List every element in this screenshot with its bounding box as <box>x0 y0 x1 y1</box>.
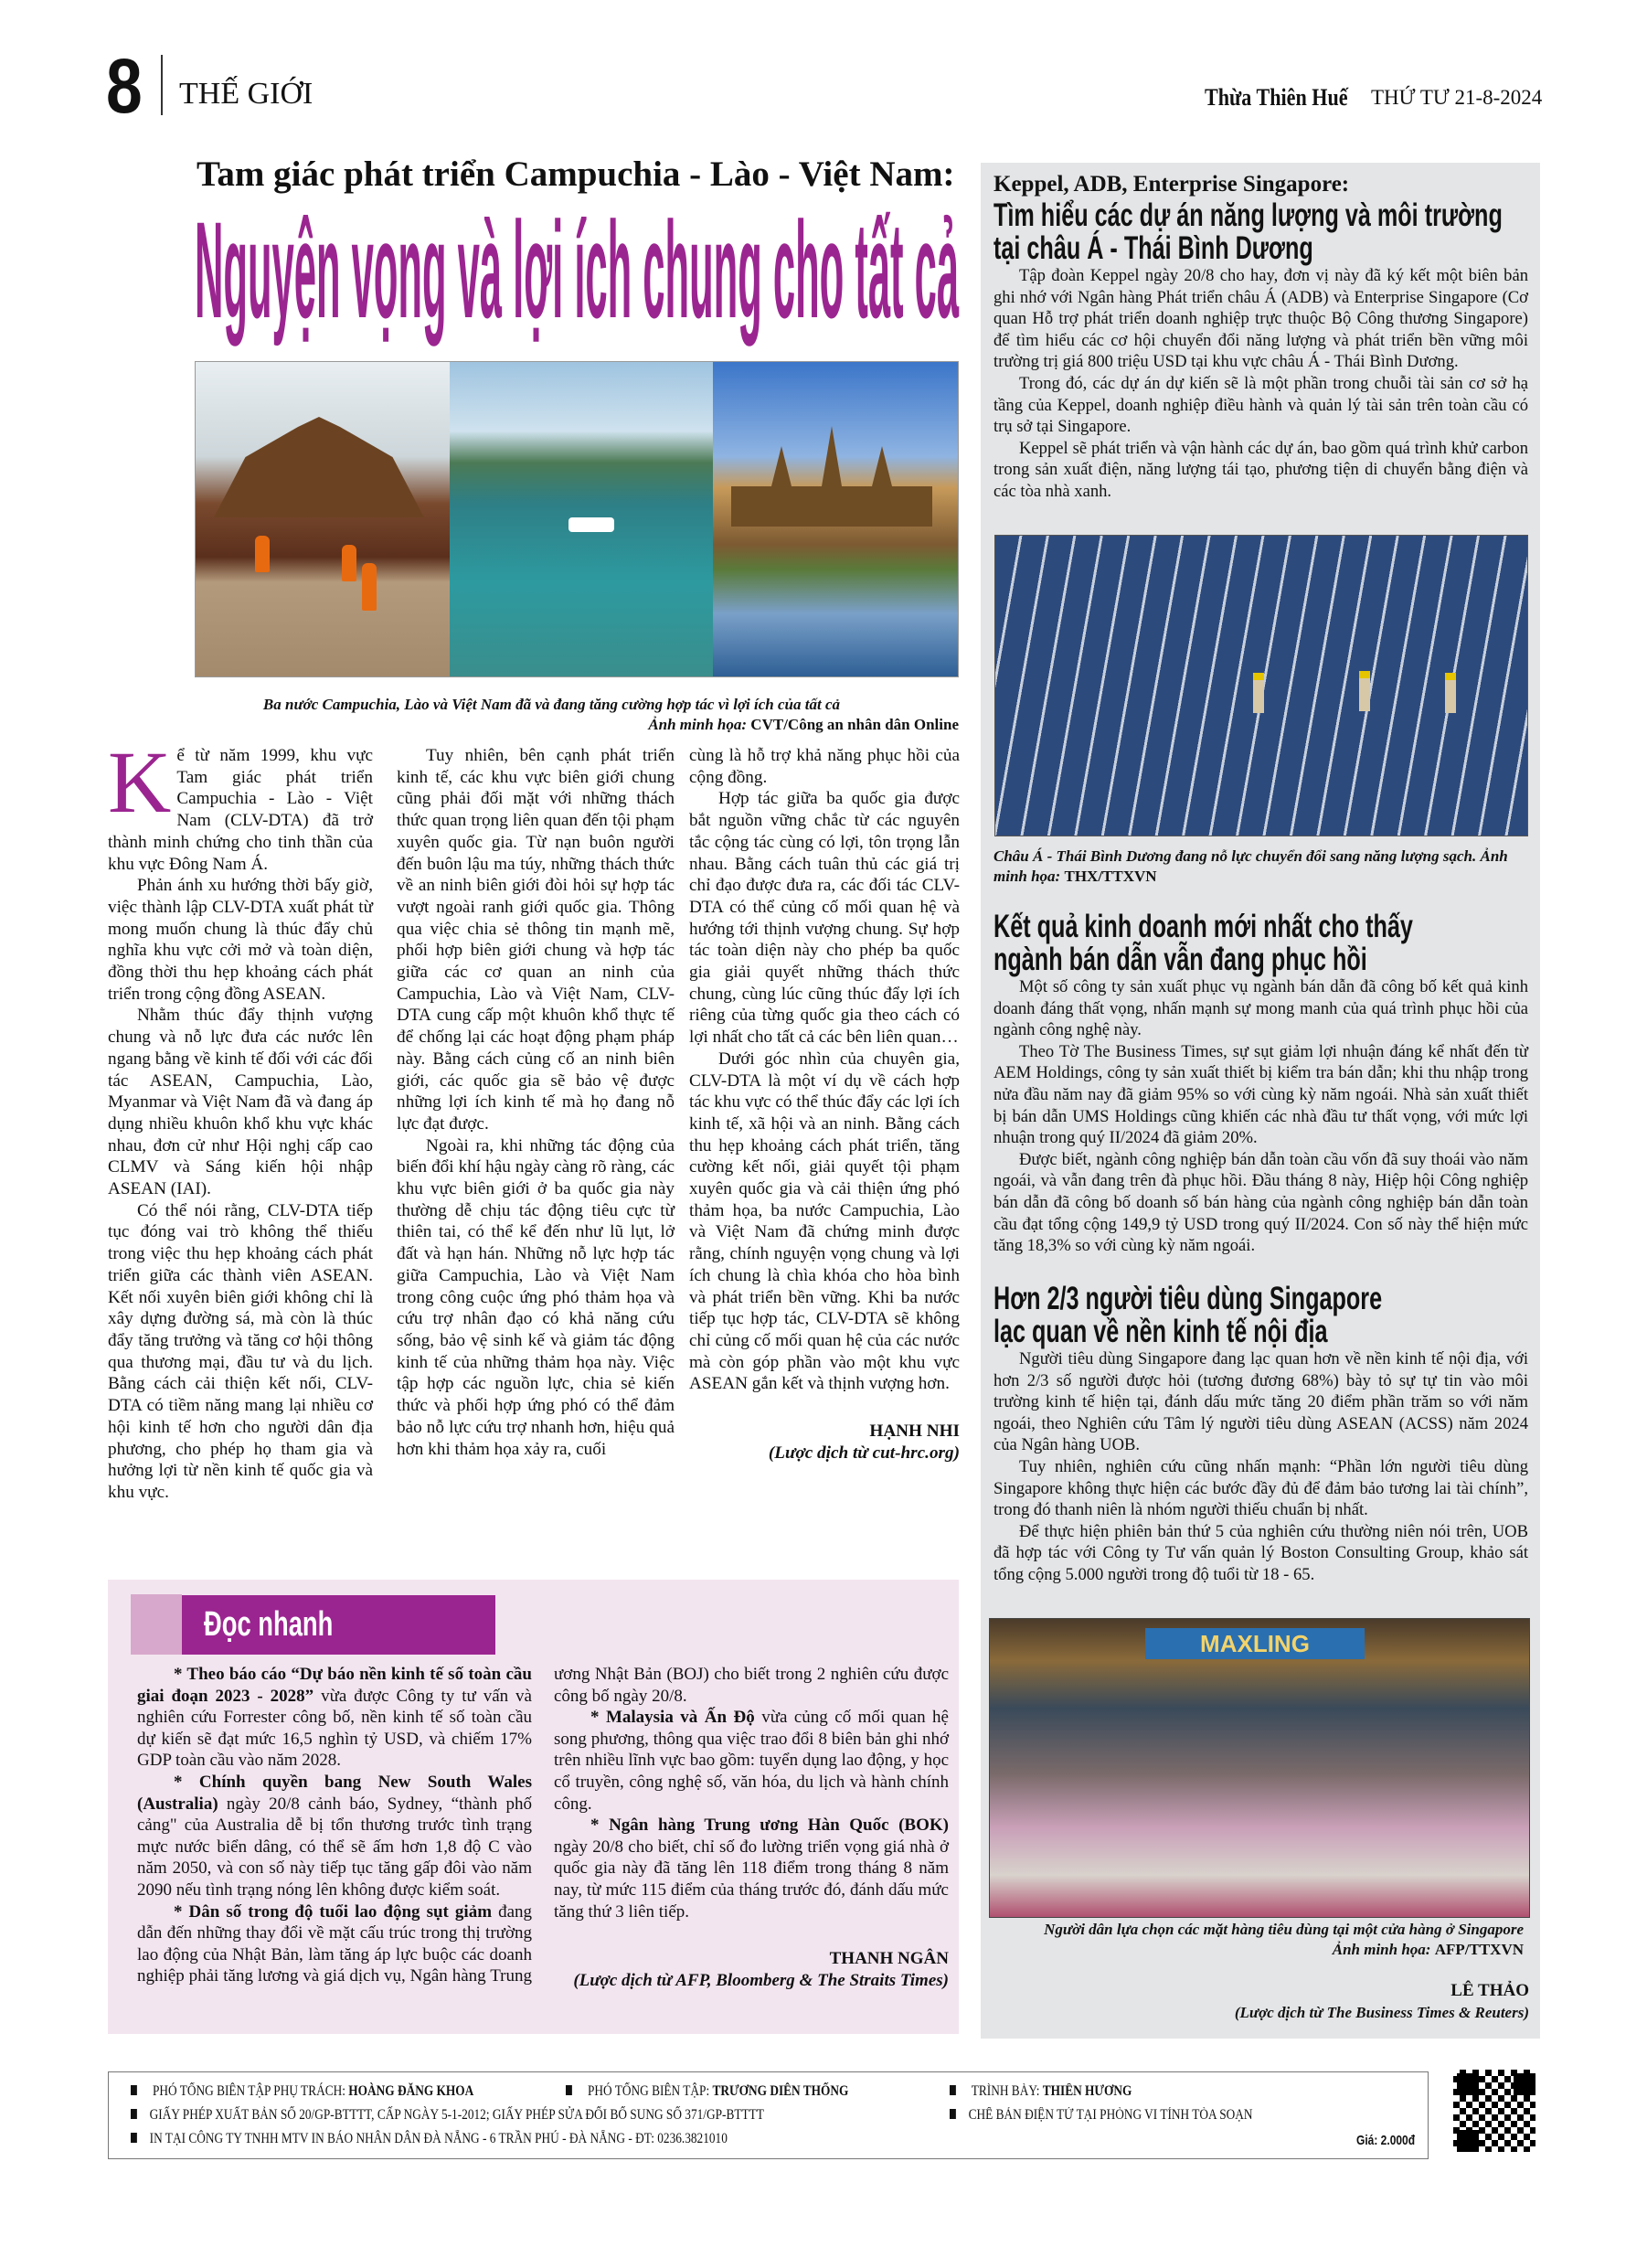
halong-bay-photo <box>450 362 713 676</box>
paragraph: Để thực hiện phiên bản thứ 5 của nghiên cứu thường niên nói trên, UOB đã hợp tác với Công ty Tư vấn quản lý Boston Consulting Group, khảo sát tổng cộng 5.000 người trong độ tuổi từ 18 - 65. <box>994 1521 1528 1584</box>
story3-byline <box>1235 1980 1529 2024</box>
caption-credit-label: Ảnh minh họa: <box>648 716 748 733</box>
paragraph: Ngoài ra, khi những tác động của biến đổi khí hậu ngày càng rõ ràng, các khu vực biên giới ở ba quốc gia này thường dễ chịu tác động tiêu cực từ thiên tai, có thể kể đến như lũ lụt, lở đất và hạn hán. Những nỗ lực hợp tác giữa Campuchia, Lào và Việt Nam trong công cuộc ứng phó thảm họa và cứu trợ nhân đạo có khả năng cứu sống, bảo vệ sinh kế và giảm tác động kinh tế của những thảm họa này. Việc tập hợp các nguồn lực, chia sẻ kiến thức và phối hợp ứng phó có thể đảm bảo nỗ lực cứu trợ nhanh hơn, hiệu quả hơn khi thảm họa xảy ra, cuối <box>397 1135 675 1459</box>
header-divider <box>161 55 163 115</box>
issue-date: THỨ TƯ 21-8-2024 <box>1371 86 1543 109</box>
quick-read-title <box>182 1595 495 1655</box>
right-panel <box>981 163 1540 2039</box>
price: Giá: 2.000đ <box>1355 2133 1415 2148</box>
footer-line-deputy: PHÓ TỔNG BIÊN TẬP: TRƯƠNG DIÊN THỐNG <box>566 2083 848 2100</box>
solar-panels-photo <box>994 535 1528 836</box>
paragraph: Tuy nhiên, bên cạnh phát triển kinh tế, các khu vực biên giới chung cũng phải đối mặt với những thách thức quan trọng liên quan đến tội phạm xuyên quốc gia. Từ nạn buôn người đến buôn lậu ma túy, những thách thức về an ninh biên giới đòi hỏi sự hợp tác vượt ngoài ranh giới quốc gia. Thông qua việc chia sẻ thông tin mạnh mẽ, phối hợp biên giới chung và hợp tác giữa các cơ quan an ninh của Campuchia, Lào và Việt Nam, CLV-DTA cung cấp một khuôn khổ thực tế để chống lại các hoạt động phạm pháp này. Bằng cách củng cố an ninh biên giới, các quốc gia sẽ bảo vệ được những lợi ích kinh tế mà họ đang nỗ lực đạt được. <box>397 746 675 1134</box>
main-kicker: Tam giác phát triển Campuchia - Lào - Việt Nam: <box>197 154 955 194</box>
headline-line: Tìm hiểu các dự án năng lượng và môi trường <box>994 197 1503 233</box>
story3-body <box>994 1348 1528 1586</box>
page-number: 8 <box>106 43 143 129</box>
main-headline: Nguyện vọng và lợi ích chung cho tất cả <box>195 193 960 346</box>
main-photo <box>195 361 959 677</box>
paragraph: Được biết, ngành công nghiệp bán dẫn toàn cầu vốn đã suy thoái vào năm ngoái, và vẫn đang trên đà phục hồi. Đầu tháng 8 này, Hiệp hội Công nghiệp bán dẫn đã công bố doanh số bán hàng của ngành công nghiệp bán dẫn toàn cầu đạt tổng cộng 149,9 tỷ USD trong quý II/2024. Con số này thể hiện mức tăng 18,3% so với cùng kỳ năm ngoái. <box>994 1149 1528 1256</box>
quick-item-text: vừa được Công ty tư vấn và nghiên cứu Forrester công bố, nền kinh tế số toàn cầu dự kiến sẽ đạt mức 16,5 nghìn tỷ USD, và chiếm 17% GDP toàn cầu vào năm 2028. <box>137 1686 532 1771</box>
footer-line-layout: TRÌNH BÀY: THIÊN HƯƠNG <box>950 2083 1132 2100</box>
headline-line: lạc quan về nền kinh tế nội địa <box>994 1314 1328 1349</box>
caption-text: Ba nước Campuchia, Lào và Việt Nam đã và đang tăng cường hợp tác vì lợi ích của tất cả <box>262 696 840 713</box>
paragraph: Trong đó, các dự án dự kiến sẽ là một phần trong chuỗi tài sản cơ sở hạ tầng của Keppel, doanh nghiệp điều hành và quản lý tài sản trên toàn cầu có trụ sở tại Singapore. <box>994 373 1528 437</box>
story3-headline <box>994 1283 1382 1348</box>
paragraph: Keppel sẽ phát triển và vận hành các dự án, bao gồm quá trình khử carbon trong sản xuất điện, năng lượng tái tạo, phương tiện di chuyển bằng điện và các tòa nhà xanh. <box>994 438 1528 501</box>
quick-item-lead: * Ngân hàng Trung ương Hàn Quốc (BOK) <box>590 1815 949 1836</box>
story1-photo-caption <box>994 847 1528 887</box>
story2-body <box>994 976 1528 1257</box>
footer-line-typesetting: CHẾ BẢN ĐIỆN TỬ TẠI PHÒNG VI TÍNH TÒA SOẠN <box>950 2107 1253 2124</box>
article-column-1 <box>108 733 373 1504</box>
quick-read-author: THANH NGÂN <box>829 1949 949 1969</box>
quick-item-lead: * Malaysia và Ấn Độ <box>590 1708 755 1728</box>
quick-item-text: ngày 20/8 cảnh báo, Sydney, “thành phố cảng" của Australia dễ bị tổn thương trước tình trạng mực nước biển dâng, có thể sẽ ấm hơn 1,8 độ C vào năm 2050, và con số này tiếp tục tăng gấp đôi vào năm 2090 nếu tình trạng nóng lên không được kiểm soát. <box>137 1794 532 1900</box>
quick-item <box>554 1707 949 1815</box>
quick-item <box>137 1664 532 1772</box>
article-author: HẠNH NHI <box>869 1421 960 1442</box>
paragraph: Một số công ty sản xuất phục vụ ngành bán dẫn đã công bố kết quả kinh doanh đáng thất vọng, nhấn mạnh sự mong manh của quá trình phục hồi của ngành công nghệ này. <box>994 977 1528 1040</box>
quick-item-lead: * Chính quyền bang New South Wales (Australia) <box>137 1772 532 1814</box>
headline-line: Hơn 2/3 người tiêu dùng Singapore <box>994 1281 1383 1316</box>
caption-credit: CVT/Công an nhân dân Online <box>750 716 959 733</box>
paragraph: cùng là hỗ trợ khả năng phục hồi của cộng đồng. <box>689 746 960 787</box>
caption-text: Người dân lựa chọn các mặt hàng tiêu dùng tại một cửa hàng ở Singapore <box>1044 1921 1524 1938</box>
paragraph <box>108 733 373 875</box>
paragraph: Người tiêu dùng Singapore đang lạc quan hơn về nền kinh tế nội địa, với hơn 2/3 số người được hỏi (tương đương 68%) bày tỏ sự tự tin vào môi trường kinh tế hiện tại, đánh dấu mức tăng 20 điểm phần trăm so với năm ngoái, theo Nghiên cứu Tâm lý người tiêu dùng ASEAN (ACSS) năm 2024 của Ngân hàng UOB. <box>994 1349 1528 1455</box>
quick-read-source: (Lược dịch từ AFP, Bloomberg & The Straits Times) <box>573 1970 949 1990</box>
footer-line-printing: IN TẠI CÔNG TY TNHH MTV IN BÁO NHÂN DÂN ĐÀ NẴNG - 6 TRẦN PHÚ - ĐÀ NẴNG - ĐT: 0236.3821010 <box>131 2131 728 2147</box>
section-title: THẾ GIỚI <box>179 77 313 111</box>
quick-read-body <box>137 1664 949 2022</box>
main-photo-caption <box>195 695 959 735</box>
paragraph: Theo Tờ The Business Times, sự sụt giảm lợi nhuận đáng kể nhất đến từ AEM Holdings, công ty sản xuất thiết bị kiểm tra bán dẫn; khi thu nhập trong nửa đầu năm nay đã giảm 95% so với cùng kỳ năm ngoái. Nhà sản xuất thiết bị bán dẫn UMS Holdings cũng khiến các nhà đầu tư thất vọng, với mức lợi nhuận trong quý II/2024 đã giảm 20%. <box>994 1041 1528 1148</box>
angkor-wat-photo <box>713 362 958 676</box>
caption-credit: THX/TTXVN <box>1064 868 1157 885</box>
quick-item <box>137 1772 532 1901</box>
footer-line-license: GIẤY PHÉP XUẤT BẢN SỐ 20/GP-BTTTT, CẤP NGÀY 5-1-2012; GIẤY PHÉP SỬA ĐỔI BỔ SUNG SỐ 371/GP-BTTTT <box>131 2107 764 2124</box>
paragraph: Dưới góc nhìn của chuyên gia, CLV-DTA là một ví dụ về cách hợp tác khu vực có thể thúc đẩy các lợi ích kinh tế, xã hội và an ninh. Bằng cách thu hẹp khoảng cách phát triển, tăng cường kết nối, giải quyết tội phạm xuyên quốc gia và cải thiện ứng phó thảm họa, ba nước Campuchia, Lào và Việt Nam đã chứng minh được rằng, chính nguyện vọng chung và lợi ích chung là chìa khóa cho hòa bình và phát triển bền vững. Khi ba nước tiếp tục hợp tác, CLV-DTA sẽ không chỉ củng cố mối quan hệ của các nước mà còn góp phần vào một khu vực ASEAN gắn kết và thịnh vượng hơn. <box>689 1049 960 1394</box>
footer-line-editors: PHÓ TỔNG BIÊN TẬP PHỤ TRÁCH: HOÀNG ĐĂNG KHOA <box>131 2083 473 2100</box>
caption-text: Châu Á - Thái Bình Dương đang nỗ lực chuyển đổi sang năng lượng sạch. Ảnh minh họa: <box>994 847 1508 885</box>
quick-item-text: vừa củng cố mối quan hệ song phương, thông qua việc trao đổi 8 biên bản ghi nhớ trên nhiều lĩnh vực bao gồm: tuyển dụng lao động, y học cổ truyền, công nghệ số, văn hóa, du lịch và hành chính công. <box>554 1708 949 1814</box>
quick-item-text: đang dẫn đến những thay đổi về mặt cấu trúc trong thị trường lao động của Nhật Bản, làm tăng áp lực buộc các doanh nghiệp phải tăng lương và giá dịch vụ, Ngân hàng Trung ương Nhật Bản (BOJ) cho biết trong 2 nghiên cứu được công bố ngày 20/8. <box>137 1665 949 1986</box>
paragraph: Phản ánh xu hướng thời bấy giờ, việc thành lập CLV-DTA xuất phát từ mong muốn chung là thúc đẩy chủ nghĩa khu vực cởi mở và toàn diện, đồng thời thu hẹp khoảng cách phát triển trong cộng đồng ASEAN. <box>108 876 373 1004</box>
caption-credit-label: Ảnh minh họa: <box>1332 1941 1431 1958</box>
headline-line: ngành bán dẫn vẫn đang phục hồi <box>994 942 1367 977</box>
quick-item-lead: * Dân số trong độ tuổi lao động sụt giảm <box>174 1901 493 1922</box>
article-column-2 <box>397 745 675 1460</box>
headline-line: tại châu Á - Thái Bình Dương <box>994 230 1313 266</box>
story3-source: (Lược dịch từ The Business Times & Reuters) <box>1234 2004 1529 2021</box>
paragraph-text: ể từ năm 1999, khu vực Tam giác phát triển Campuchia - Lào - Việt Nam (CLV-DTA) đã trở thành minh chứng cho tinh thần của khu vực Đông Nam Á. <box>108 746 373 874</box>
quick-item <box>554 1815 949 1922</box>
right-kicker: Keppel, ADB, Enterprise Singapore: <box>994 172 1350 197</box>
story1-body <box>994 265 1528 503</box>
quick-item-lead: * Theo báo cáo “Dự báo nền kinh tế số toàn cầu giai đoạn 2023 - 2028” <box>137 1665 532 1706</box>
article-column-3 <box>689 745 960 1464</box>
headline-line: Kết quả kinh doanh mới nhất cho thấy <box>994 909 1413 944</box>
paragraph: Tuy nhiên, nghiên cứu cũng nhấn mạnh: “Phần lớn người tiêu dùng Singapore không thực hiện các bước đầy đủ để đảm bảo tương lai tài chính”, trong đó thanh niên là nhóm người thiếu chuẩn bị nhất. <box>994 1456 1528 1520</box>
quick-read-box <box>108 1580 959 2034</box>
quick-item-text: ngày 20/8 cho biết, chỉ số đo lường triển vọng giá nhà ở quốc gia này đã tăng lên 118 điểm trong tháng 8 năm nay, từ mức 115 điểm của tháng trước đó, đánh dấu mức tăng thứ 3 liên tiếp. <box>554 1837 949 1922</box>
article-source: (Lược dịch từ cut-hrc.org) <box>768 1443 960 1463</box>
qr-code-icon[interactable] <box>1451 2068 1537 2154</box>
paragraph: Hợp tác giữa ba quốc gia được bắt nguồn vững chắc từ các nguyên tắc cộng tác cùng có lợi, tôn trọng lẫn nhau. Bằng cách tuân thủ các giá trị chỉ đạo được đưa ra, các đối tác CLV-DTA có thể củng cố mối quan hệ và hướng tới thịnh vượng chung. Sự hợp tác toàn diện này cho phép ba quốc gia giải quyết những thách thức chung, cùng lúc cũng thúc đẩy lợi ích riêng của từng quốc gia theo cách có lợi nhất cho tất cả các bên liên quan… <box>689 789 960 1048</box>
quick-read-title-text: Đọc nhanh <box>204 1605 334 1644</box>
shop-sign: MAXLING <box>1145 1628 1365 1659</box>
story3-photo-caption <box>994 1920 1524 1960</box>
laos-temple-photo <box>196 362 450 676</box>
market-photo <box>989 1618 1530 1918</box>
story3-author: LÊ THẢO <box>1450 1981 1529 2000</box>
caption-credit: AFP/TTXVN <box>1434 1941 1524 1958</box>
paragraph: Nhằm thúc đẩy thịnh vượng chung và nỗ lực đưa các nước lên ngang bằng về kinh tế đối với các đối tác ASEAN, Campuchia, Lào, Myanmar và Việt Nam đã và đang áp dụng nhiều khuôn khổ khu vực khác nhau, đơn cử như Hội nghị cấp cao CLMV và Sáng kiến hội nhập ASEAN (IAI). <box>108 1006 373 1199</box>
story1-headline <box>994 199 1503 265</box>
newspaper-name: Thừa Thiên Huế <box>1205 84 1348 111</box>
footer-imprint <box>108 2071 1429 2159</box>
paragraph: Tập đoàn Keppel ngày 20/8 cho hay, đơn vị này đã ký kết một biên bản ghi nhớ với Ngân hàng Phát triển châu Á (ADB) và Enterprise Singapore (Cơ quan Hỗ trợ phát triển doanh nghiệp trực thuộc Bộ Công thương Singapore) để tìm hiểu các cơ hội chuyển đổi năng lượng và phát triển bền vững môi trường trị giá 800 triệu USD tại khu vực châu Á - Thái Bình Dương. <box>994 266 1528 372</box>
drop-cap: K <box>108 733 172 831</box>
quick-read-accent <box>131 1594 182 1655</box>
paragraph: Có thể nói rằng, CLV-DTA tiếp tục đóng vai trò không thể thiếu trong việc thu hẹp khoảng cách phát triển giữa các thành viên ASEAN. Kết nối xuyên biên giới không chỉ là xây dựng đường sá, mà còn là thúc đẩy tăng trưởng và tăng cơ hội thông qua thương mại, đầu tư và du lịch. Bằng cách cải thiện kết nối, CLV-DTA có tiềm năng mang lại nhiều cơ hội kinh tế hơn cho người dân địa phương, cho phép họ tham gia và hưởng lợi từ nền kinh tế quốc gia và khu vực. <box>108 1200 373 1502</box>
story2-headline <box>994 910 1413 976</box>
